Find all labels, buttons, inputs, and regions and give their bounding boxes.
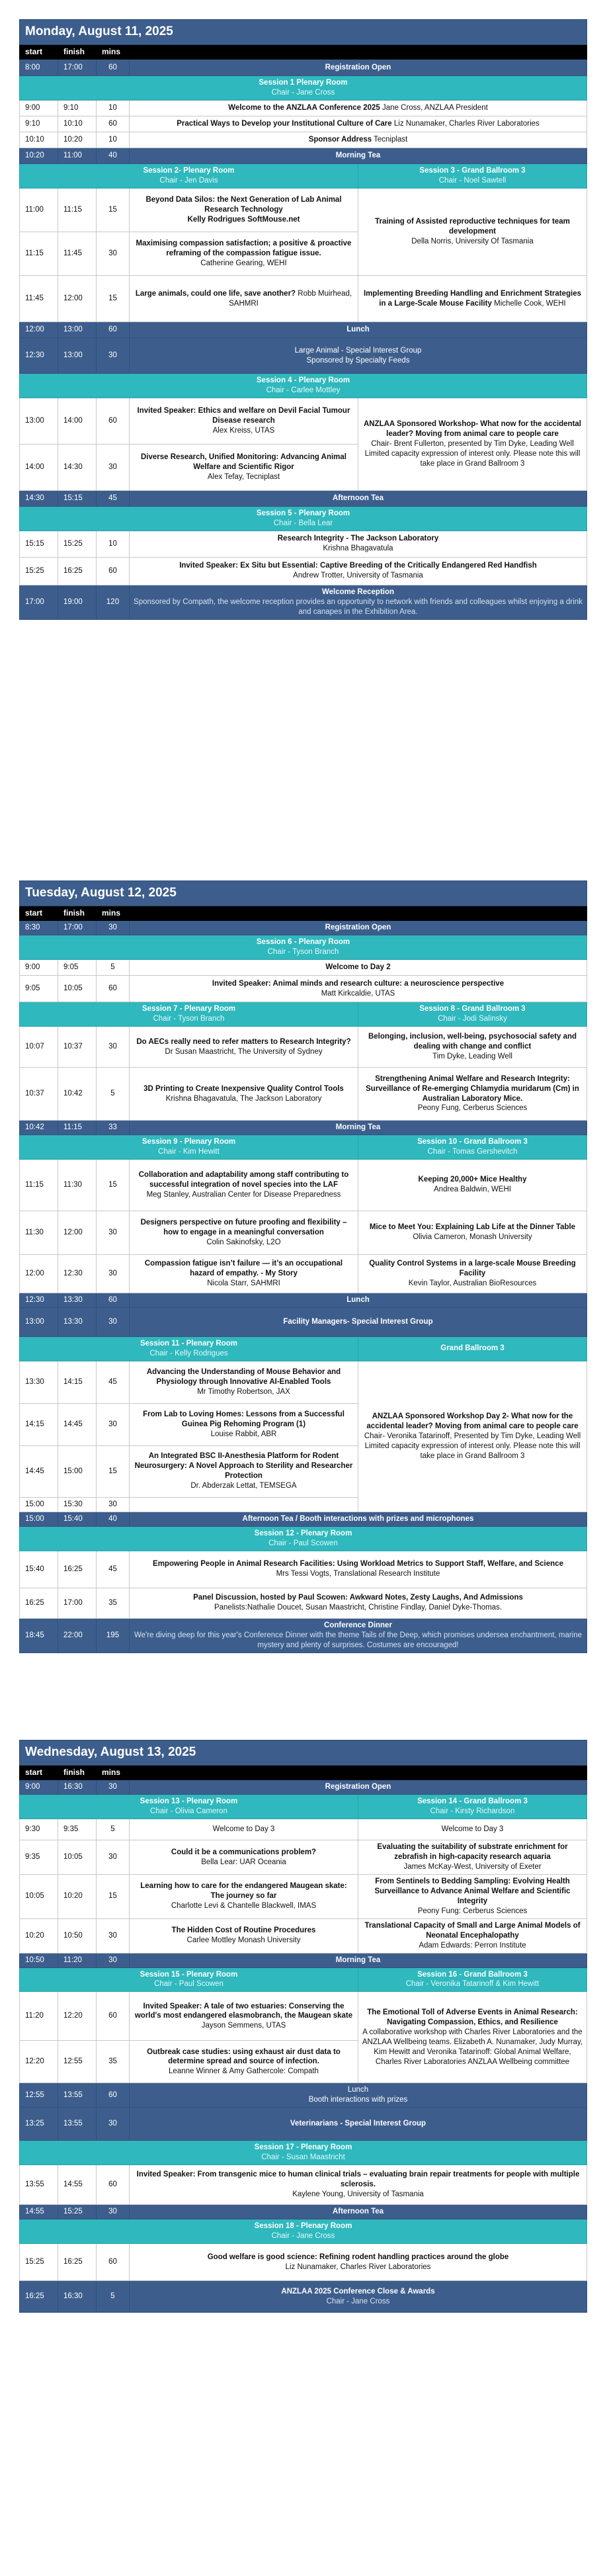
schedule-row: 10:37 10:42 5 3D Printing to Create Inexpensive Quality Control Tools Krishna Bhagavatula, The Jackson Laboratory Strengthening Animal Welfare and Research Integrity: Surveillance of Re-emerging Chlamydia muridarum (Cm) in Australian Laboratory Mice. Peony Fung, Cerberus Sciences (20, 1068, 587, 1121)
day-wednesday (19, 1740, 587, 2313)
talk-title: Evaluating the suitability of substrate enrichment for zebrafish in high-capacity research aquaria (377, 1843, 568, 1862)
talk-title: An Integrated BSC II-Anesthesia Platform for Rodent Neurosurgery: A Novel Approach to Sterility and Researcher Protection (134, 1452, 353, 1481)
talk-speaker: Mr Timothy Robertson, JAX (197, 1387, 290, 1396)
session-chair: Chair - Kim Hewitt (158, 1147, 220, 1156)
session-chair: Chair - Kelly Rodrigues (149, 1349, 228, 1357)
col-mins: mins (97, 906, 130, 921)
session-chair: Chair - Paul Scowen (154, 1980, 223, 1989)
event-title: ANZLAA 2025 Conference Close & Awards (281, 2287, 435, 2296)
break-title: Registration Open (130, 921, 587, 935)
schedule-row-event: 18:45 22:00 195 Conference Dinner We're diving deep for this year's Conference Dinner with the theme Tails of the Deep, which promises undersea enchantment, marine mystery and plenty of surprises. Costumes are encouraged! (20, 1618, 587, 1653)
talk-title: Learning how to care for the endangered Maugean skate: The journey so far (140, 1882, 347, 1901)
talk-speaker: Liz Nunamaker, Charles River Laboratories (285, 2262, 431, 2271)
talk-speaker: Charlotte Levi & Chantelle Blackwell, IMAS (171, 1902, 317, 1911)
break-detail: Booth interactions with prizes (308, 2096, 408, 2104)
schedule-row: 16:25 17:00 35 Panel Discussion, hosted by Paul Scowen: Awkward Notes, Zesty Laughs, And Admissions Panelists:Nathalie Doucet, Susan Maastricht, Christine Findlay, Daniel Dyke-Thomas. (20, 1588, 587, 1618)
talk-title: Training of Assisted reproductive techniques for team development (375, 218, 570, 236)
break-title: Morning Tea (130, 148, 587, 164)
day-title: Monday, August 11, 2025 (20, 20, 587, 45)
sig-title: Veterinarians - Special Interest Group (130, 2108, 587, 2141)
workshop-detail: Chair- Brent Fullerton, presented by Tim Dyke, Leading Well Limited capacity expression of interest only. Please note this will take place in Grand Ballroom 3 (364, 439, 581, 468)
column-header-row (20, 1765, 587, 1780)
schedule-row-break: 8:00 17:00 60 Registration Open (20, 60, 587, 76)
schedule-row-event: 16:25 16:30 5 ANZLAA 2025 Conference Close & Awards Chair - Jane Cross (20, 2281, 587, 2313)
session-title: Session 2- Plenary Room (143, 167, 235, 175)
workshop-detail: A collaborative workshop with Charles River Laboratories and the ANZLAA Wellbeing teams. Elizabeth A. Nunamaker, Judy Murray, Kim Hewitt and Veronika Tatarinoff: Global Animal Welfare, Charles River Laboratories ANZLAA Wellbeing committee (362, 2028, 583, 2066)
talk-title: Welcome to the ANZLAA Conference 2025 (228, 104, 380, 112)
schedule-row: 10:05 10:20 15 Learning how to care for the endangered Maugean skate: The journey so far Charlotte Levi & Chantelle Blackwell, IMAS From Sentinels to Bedding Sampling: Evolving Health Surveillance to Advance Animal Welfare and Scientific Integrity Peony Fung: Cerberus Sciences (20, 1874, 587, 1918)
schedule-row: 14:15 14:45 30 From Lab to Loving Homes: Lessons from a Successful Guinea Pig Rehoming Program (1) Louise Rabbit, ABR (20, 1403, 587, 1445)
break-title: Lunch (130, 322, 587, 338)
break-title: Registration Open (130, 60, 587, 76)
day-title: Tuesday, August 12, 2025 (20, 881, 587, 906)
break-title: Lunch (130, 1293, 587, 1307)
schedule-row-sig: 12:30 13:00 30 Large Animal - Special Interest Group Sponsored by Specialty Feeds (20, 338, 587, 374)
schedule-row: 9:00 9:05 5 Welcome to Day 2 (20, 960, 587, 976)
schedule-table-monday (19, 19, 587, 620)
schedule-row: 10:20 10:50 30 The Hidden Cost of Routine Procedures Carlee Mottley Monash University Translational Capacity of Small and Large Animal Models of Neonatal Encephalopathy Adam Edwards: Perron Institute (20, 1918, 587, 1953)
schedule-row: 12:20 12:55 35 Outbreak case studies: using exhaust air dust data to determine spread and source of infection. Leanne Winner & Amy Gathercole: Compath (20, 2041, 587, 2083)
schedule-row-event: 17:00 19:00 120 Welcome Reception Sponsored by Compath, the welcome reception provides an opportunity to network with friends and colleagues whilst enjoying a drink and canapes in the Exhibition Area. (20, 585, 587, 619)
talk-speaker: Tim Dyke, Leading Well (432, 1052, 512, 1060)
talk-speaker: Peony Fung, Cerberus Sciences (417, 1104, 528, 1113)
day-title: Wednesday, August 13, 2025 (20, 1740, 587, 1766)
col-start: start (20, 906, 58, 921)
talk-title: Invited Speaker: Ethics and welfare on Devil Facial Tumour Disease research (137, 407, 350, 425)
session-title: Session 17 - Plenary Room (254, 2143, 352, 2152)
talk-title: Compassion fatigue isn’t failure — it’s an occupational hazard of empathy. - My Story (144, 1260, 343, 1277)
workshop-title: ANZLAA Sponsored Workshop Day 2- What now for the accidental leader? Moving from animal care to people care (366, 1412, 579, 1430)
talk-title: Beyond Data Silos: the Next Generation of Lab Animal Research Technology (145, 196, 342, 214)
session-title: Session 7 - Plenary Room (142, 1005, 236, 1013)
break-title: Morning Tea (130, 1953, 587, 1967)
schedule-row-break: 9:00 16:30 30 Registration Open (20, 1780, 587, 1795)
session-header-split (20, 1795, 587, 1819)
schedule-row: 9:10 10:10 60 Practical Ways to Develop your Institutional Culture of Care Liz Nunamaker, Charles River Laboratories (20, 116, 587, 132)
session-chair: Chair - Paul Scowen (268, 1539, 338, 1547)
talk-speaker: Bella Lear: UAR Oceania (201, 1858, 286, 1866)
session-header (20, 76, 587, 101)
talk-speaker: Dr Susan Maastricht, The University of Sydney (165, 1047, 323, 1056)
talk-speaker: Matt Kirkcaldie, UTAS (321, 989, 395, 998)
schedule-row: 11:00 11:15 15 Beyond Data Silos: the Next Generation of Lab Animal Research Technology Kelly Rodrigues SoftMouse.net Training of Assisted reproductive techniques for team development Della Norris, University Of Tasmania (20, 189, 587, 232)
schedule-row: 13:00 14:00 60 Invited Speaker: Ethics and welfare on Devil Facial Tumour Disease research Alex Kreiss, UTAS ANZLAA Sponsored Workshop- What now for the accidental leader? Moving from animal care to people care Chair- Brent Fullerton, presented by Tim Dyke, Leading Well Limited capacity expression of interest only. Please note this will take place in Grand Ballroom 3 (20, 398, 587, 444)
talk-speaker: Della Norris, University Of Tasmania (411, 237, 534, 245)
schedule-row-break: 14:30 15:15 45 Afternoon Tea (20, 490, 587, 506)
session-chair: Chair - Noel Sawtell (438, 177, 506, 185)
session-title: Session 18 - Plenary Room (254, 2222, 352, 2231)
session-header-split (20, 1135, 587, 1160)
talk-title: Panel Discussion, hosted by Paul Scowen: Awkward Notes, Zesty Laughs, And Admissions (193, 1594, 523, 1602)
col-finish: finish (58, 906, 97, 921)
talk-speaker: Colin Sakinofsky, L2O (206, 1238, 281, 1246)
talk-title: Large animals, could one life, save another? (135, 289, 296, 298)
schedule-row: 15:40 16:25 45 Empowering People in Animal Research Facilities: Using Workload Metrics to Support Staff, Welfare, and Science Mrs Tessi Vogts, Translational Research Institute (20, 1551, 587, 1588)
day-monday (19, 19, 587, 620)
talk-speaker: James McKay-West, University of Exeter (403, 1863, 542, 1871)
talk-speaker: Tecniplast (374, 136, 408, 144)
session-header (20, 506, 587, 531)
session-title: Session 14 - Grand Ballroom 3 (417, 1797, 528, 1806)
session-title: Session 8 - Grand Ballroom 3 (419, 1005, 526, 1013)
talk-speaker: Jane Cross, ANZLAA President (382, 104, 488, 112)
event-detail: Chair - Jane Cross (326, 2297, 390, 2305)
schedule-row-sig: 13:25 13:55 30 Veterinarians - Special Interest Group (20, 2108, 587, 2141)
workshop-title: ANZLAA Sponsored Workshop- What now for the accidental leader? Moving from animal care to people care (363, 420, 582, 438)
schedule-row-break: 10:42 11:15 33 Morning Tea (20, 1121, 587, 1135)
talk-title: Invited Speaker: From transgenic mice to human clinical trials – evaluating brain repair treatments for people with multiple sclerosis. (136, 2170, 580, 2189)
session-title: Session 9 - Plenary Room (142, 1138, 236, 1146)
session-title: Session 11 - Plenary Room (140, 1339, 237, 1348)
col-start: start (20, 1765, 58, 1780)
session-header-split (20, 1967, 587, 1992)
session-header (20, 935, 587, 960)
talk-speaker: Kelly Rodrigues SoftMouse.net (187, 216, 300, 224)
talk-title: The Hidden Cost of Routine Procedures (171, 1926, 316, 1935)
session-title: Session 13 - Plenary Room (140, 1797, 238, 1806)
col-mins: mins (97, 1765, 130, 1780)
schedule-row: 14:45 15:00 15 An Integrated BSC II-Anesthesia Platform for Rodent Neurosurgery: A Novel Approach to Sterility and Researcher Protection Dr. Abderzak Lettat, TEMSEGA (20, 1445, 587, 1497)
session-chair: Chair - Olivia Cameron (150, 1807, 227, 1816)
schedule-row: 11:20 12:20 60 Invited Speaker: A tale of two estuaries: Conserving the world's most endangered elasmobranch, the Maugean skate Jayson Semmens, UTAS The Emotional Toll of Adverse Events in Animal Research: Navigating Compassion, Ethics, and Resilience A collaborative workshop with Charles River Laboratories and the ANZLAA Wellbeing teams. Elizabeth A. Nunamaker, Judy Murray, Kim Hewitt and Veronika Tatarinoff: Global Animal Welfare, Charles River Laboratories ANZLAA Wellbeing committee (20, 1992, 587, 2041)
event-title: Conference Dinner (324, 1621, 392, 1629)
schedule-row: 10:07 10:37 30 Do AECs really need to refer matters to Research Integrity? Dr Susan Maastricht, The University of Sydney Belonging, inclusion, well-being, psychosocial safety and dealing with change and conflict Tim Dyke, Leading Well (20, 1027, 587, 1068)
talk-speaker: Olivia Cameron, Monash University (413, 1233, 532, 1242)
talk-speaker: Adam Edwards: Perron Institute (419, 1941, 526, 1950)
talk-speaker: Panelists:Nathalie Doucet, Susan Maastricht, Christine Findlay, Daniel Dyke-Thomas. (214, 1604, 503, 1612)
session-title: Grand Ballroom 3 (440, 1344, 505, 1353)
talk-speaker: Carlee Mottley Monash University (186, 1936, 301, 1945)
talk-speaker: Alex Kreiss, UTAS (212, 426, 275, 435)
talk-title: Empowering People in Animal Research Facilities: Using Workload Metrics to Support Staff, Welfare, and Science (153, 1560, 563, 1568)
session-header (20, 1526, 587, 1551)
talk-speaker: Dr. Abderzak Lettat, TEMSEGA (190, 1482, 297, 1490)
talk-title: Keeping 20,000+ Mice Healthy (418, 1176, 527, 1184)
session-header-split (20, 1002, 587, 1027)
schedule-row: 14:00 14:30 30 Diverse Research, Unified Monitoring: Advancing Animal Welfare and Scientific Rigor Alex Tefay, Tecniplast (20, 444, 587, 490)
session-chair: Chair - Bella Lear (273, 519, 333, 527)
session-title: Session 1 Plenary Room (259, 79, 348, 87)
talk-title: Diverse Research, Unified Monitoring: Advancing Animal Welfare and Scientific Rigor (141, 453, 346, 471)
talk-speaker: Jayson Semmens, UTAS (201, 2022, 286, 2030)
schedule-row: 10:10 10:20 10 Sponsor Address Tecniplast (20, 132, 587, 148)
session-title: Session 6 - Plenary Room (256, 938, 350, 947)
col-start: start (20, 44, 58, 60)
schedule-row: 11:15 11:45 30 Maximising compassion satisfaction; a positive & proactive reframing of the compassion fatigue issue. Catherine Gearing, WEHI (20, 232, 587, 276)
talk-title: 3D Printing to Create Inexpensive Quality Control Tools (143, 1084, 344, 1093)
talk-speaker: Andrew Trotter, University of Tasmania (293, 572, 423, 580)
break-title: Afternoon Tea (130, 2205, 587, 2219)
talk-title: Implementing Breeding Handling and Enrichment Strategies in a Large-Scale Mouse Facility (363, 289, 582, 308)
talk-speaker: Michelle Cook, WEHI (494, 299, 566, 308)
schedule-row-break: 10:50 11:20 30 Morning Tea (20, 1953, 587, 1967)
schedule-row-break: 14:55 15:25 30 Afternoon Tea (20, 2205, 587, 2219)
talk-title: Quality Control Systems in a large-scale Mouse Breeding Facility (369, 1260, 576, 1277)
talk-speaker: Robb Muirhead, SAHMRI (229, 289, 352, 308)
talk-speaker: Nicola Starr, SAHMRI (207, 1279, 280, 1287)
schedule-row-break: 10:20 11:00 40 Morning Tea (20, 148, 587, 164)
talk-title: Invited Speaker: Animal minds and research culture: a neuroscience perspective (212, 979, 505, 988)
talk-speaker: Mrs Tessi Vogts, Translational Research Institute (276, 1570, 440, 1578)
schedule-row: 15:00 15:30 30 (20, 1497, 587, 1512)
workshop-detail: Chair- Veronika Tatarinoff, Presented by Tim Dyke, Leading Well Limited capacity expression of interest only. Please note this will take place in Grand Ballroom 3 (364, 1432, 581, 1460)
talk-speaker: Leanne Winner & Amy Gathercole: Compath (169, 2067, 319, 2076)
talk-speaker: Catherine Gearing, WEHI (200, 259, 287, 267)
schedule-row-break: 8:30 17:00 30 Registration Open (20, 921, 587, 935)
schedule-row-sig: 13:00 13:30 30 Facility Managers- Special Interest Group (20, 1307, 587, 1336)
talk-title: Good welfare is good science: Refining rodent handling practices around the globe (207, 2253, 509, 2261)
talk-speaker: Krishna Bhagavatula (323, 544, 393, 553)
col-finish: finish (58, 1765, 97, 1780)
talk-title: From Lab to Loving Homes: Lessons from a Successful Guinea Pig Rehoming Program (1) (143, 1410, 344, 1428)
talk-title: Research Integrity - The Jackson Laboratory (277, 535, 439, 543)
session-header-split (20, 164, 587, 189)
talk-title: Maximising compassion satisfaction; a positive & proactive reframing of the compassion fatigue issue. (136, 239, 352, 258)
session-title: Session 5 - Plenary Room (256, 509, 350, 517)
schedule-table-wednesday (19, 1740, 587, 2313)
schedule-row: 13:30 14:15 45 Advancing the Understanding of Mouse Behavior and Physiology through Innovative AI-Enabled Tools Mr Timothy Robertson, JAX ANZLAA Sponsored Workshop Day 2- What now for the accidental leader? Moving from animal care to people care Chair- Veronika Tatarinoff, Presented by Tim Dyke, Leading Well Limited capacity expression of interest only. Please note this will take place in Grand Ballroom 3 (20, 1361, 587, 1403)
talk-speaker: Peony Fung: Cerberus Sciences (417, 1907, 528, 1915)
sig-sponsor: Sponsored by Specialty Feeds (306, 356, 410, 365)
talk-speaker: Liz Nunamaker, Charles River Laboratories (393, 120, 540, 128)
session-chair: Chair - Jen Davis (159, 177, 218, 185)
session-title: Session 12 - Plenary Room (254, 1529, 352, 1537)
break-title: Afternoon Tea (130, 490, 587, 506)
talk-title: Welcome to Day 3 (358, 1819, 587, 1840)
talk-title: Sponsor Address (308, 136, 372, 144)
session-title: Session 16 - Grand Ballroom 3 (417, 1970, 528, 1979)
session-chair: Chair - Jodi Salinsky (438, 1015, 507, 1023)
session-chair: Chair - Carlee Mottley (266, 386, 341, 394)
session-chair: Chair - Kirsty Richardson (430, 1807, 515, 1816)
schedule-row: 15:25 16:25 60 Invited Speaker: Ex Situ but Essential: Captive Breeding of the Critically Endangered Red Handfish Andrew Trotter, University of Tasmania (20, 557, 587, 585)
talk-speaker: Kaylene Young, University of Tasmania (292, 2190, 424, 2199)
talk-speaker: Louise Rabbit, ABR (210, 1430, 277, 1438)
session-header (20, 2219, 587, 2244)
session-header-split (20, 1336, 587, 1361)
session-chair: Chair - Jane Cross (271, 89, 335, 97)
schedule-row: 11:30 12:00 30 Designers perspective on future proofing and flexibility – how to engage in a meaningful conversation Colin Sakinofsky, L2O Mice to Meet You: Explaining Lab Life at the Dinner Table Olivia Cameron, Monash University (20, 1211, 587, 1254)
session-chair: Chair - Veronika Tatarinoff & Kim Hewitt (405, 1980, 540, 1989)
talk-title: Practical Ways to Develop your Institutional Culture of Care (177, 120, 392, 128)
schedule-row-break: 12:55 13:55 60 Lunch Booth interactions with prizes (20, 2083, 587, 2108)
talk-title: Translational Capacity of Small and Large Animal Models of Neonatal Encephalopathy (364, 1921, 581, 1940)
col-mins: mins (97, 44, 130, 60)
talk-title: Mice to Meet You: Explaining Lab Life at the Dinner Table (369, 1223, 576, 1232)
event-detail: We're diving deep for this year's Conference Dinner with the theme Tails of the Deep, which promises undersea enchantment, marine mystery and plenty of surprises. Costumes are encouraged! (134, 1631, 583, 1649)
talk-title: From Sentinels to Bedding Sampling: Evolving Health Surveillance to Advance Animal Welfare and Scientific Integrity (374, 1877, 571, 1905)
session-title: Session 15 - Plenary Room (140, 1970, 238, 1979)
talk-speaker: Meg Stanley, Australian Center for Disease Preparedness (146, 1190, 341, 1199)
schedule-row: 11:45 12:00 15 Large animals, could one life, save another? Robb Muirhead, SAHMRI Implementing Breeding Handling and Enrichment Strategies in a Large-Scale Mouse Facility Michelle Cook, WEHI (20, 276, 587, 322)
session-title: Session 4 - Plenary Room (256, 376, 350, 385)
schedule-row-break: 12:30 13:30 60 Lunch (20, 1293, 587, 1307)
session-chair: Chair - Tomas Gershevitch (427, 1147, 518, 1156)
session-title: Session 10 - Grand Ballroom 3 (417, 1138, 528, 1146)
talk-speaker: Krishna Bhagavatula, The Jackson Laboratory (165, 1094, 322, 1103)
schedule-row: 15:25 16:25 60 Good welfare is good science: Refining rodent handling practices around the globe Liz Nunamaker, Charles River Laboratories (20, 2244, 587, 2281)
schedule-row-break: 15:00 15:40 40 Afternoon Tea / Booth interactions with prizes and microphones (20, 1512, 587, 1526)
col-finish: finish (58, 44, 97, 60)
session-header (20, 2141, 587, 2165)
session-chair: Chair - Tyson Branch (267, 948, 339, 957)
schedule-row: 13:55 14:55 60 Invited Speaker: From transgenic mice to human clinical trials – evaluating brain repair treatments for people with multiple sclerosis. Kaylene Young, University of Tasmania (20, 2165, 587, 2205)
talk-title: Invited Speaker: Ex Situ but Essential: Captive Breeding of the Critically Endangered Red Handfish (179, 562, 537, 570)
schedule-row: 9:05 10:05 60 Invited Speaker: Animal minds and research culture: a neuroscience perspective Matt Kirkcaldie, UTAS (20, 976, 587, 1002)
session-chair: Chair - Susan Maastricht (261, 2153, 345, 2162)
schedule-row: 15:15 15:25 10 Research Integrity - The Jackson Laboratory Krishna Bhagavatula (20, 531, 587, 557)
schedule-row: 11:15 11:30 15 Collaboration and adaptability among staff contributing to successful integration of novel species into the LAF Meg Stanley, Australian Center for Disease Preparedness Keeping 20,000+ Mice Healthy Andrea Baldwin, WEHI (20, 1159, 587, 1211)
schedule-row: 9:00 9:10 10 Welcome to the ANZLAA Conference 2025 Jane Cross, ANZLAA President (20, 101, 587, 116)
talk-title: Welcome to Day 2 (130, 960, 587, 976)
schedule-row: 9:30 9:35 5 Welcome to Day 3 Welcome to Day 3 (20, 1819, 587, 1840)
talk-speaker: Kevin Taylor, Australian BioResources (408, 1279, 537, 1287)
talk-title: Invited Speaker: A tale of two estuaries: Conserving the world's most endangered elasmobranch, the Maugean skate (134, 2002, 353, 2020)
break-title: Lunch (347, 2086, 369, 2094)
talk-title: Outbreak case studies: using exhaust air dust data to determine spread and source of infection. (147, 2047, 341, 2066)
talk-title: Welcome to Day 3 (130, 1819, 358, 1840)
break-title: Afternoon Tea / Booth interactions with prizes and microphones (130, 1512, 587, 1526)
talk-speaker: Alex Tefay, Tecniplast (207, 472, 280, 481)
sig-title: Facility Managers- Special Interest Group (130, 1307, 587, 1336)
talk-title: Do AECs really need to refer matters to Research Integrity? (136, 1037, 351, 1046)
event-title: Welcome Reception (321, 587, 395, 596)
column-header-row (20, 44, 587, 60)
talk-speaker: Andrea Baldwin, WEHI (434, 1185, 511, 1194)
talk-title: Collaboration and adaptability among staff contributing to successful integration of novel species into the LAF (138, 1171, 349, 1189)
schedule-table-tuesday (19, 880, 587, 1653)
event-detail: Sponsored by Compath, the welcome reception provides an opportunity to network with friends and colleagues whilst enjoying a drink and canapes in the Exhibition Area. (134, 597, 583, 616)
session-title: Session 3 - Grand Ballroom 3 (419, 167, 526, 175)
talk-title: Strengthening Animal Welfare and Research Integrity: Surveillance of Re-emerging Chlamydia muridarum (Cm) in Australian Laboratory Mice. (366, 1074, 579, 1103)
column-header-row (20, 906, 587, 921)
session-chair: Chair - Tyson Branch (153, 1015, 225, 1023)
talk-title: Designers perspective on future proofing and flexibility – how to engage in a meaningful conversation (140, 1219, 347, 1236)
schedule-row: 9:35 10:05 30 Could it be a communications problem? Bella Lear: UAR Oceania Evaluating the suitability of substrate enrichment for zebrafish in high-capacity research aquaria James McKay-West, University of Exeter (20, 1840, 587, 1875)
session-chair: Chair - Jane Cross (271, 2232, 335, 2241)
sig-title: Large Animal - Special Interest Group (294, 346, 422, 355)
day-tuesday (19, 880, 587, 1653)
break-title: Morning Tea (130, 1121, 587, 1135)
workshop-title: The Emotional Toll of Adverse Events in Animal Research: Navigating Compassion, Ethics, and Resilience (367, 2008, 578, 2027)
talk-title: Could it be a communications problem? (171, 1848, 317, 1856)
schedule-row-break: 12:00 13:00 60 Lunch (20, 322, 587, 338)
schedule-row: 12:00 12:30 30 Compassion fatigue isn’t failure — it’s an occupational hazard of empathy. - My Story Nicola Starr, SAHMRI Quality Control Systems in a large-scale Mouse Breeding Facility Kevin Taylor, Australian BioResources (20, 1254, 587, 1293)
break-title: Registration Open (130, 1780, 587, 1795)
session-header (20, 374, 587, 398)
talk-title: Belonging, inclusion, well-being, psychosocial safety and dealing with change and conflict (368, 1033, 577, 1051)
talk-title: Advancing the Understanding of Mouse Behavior and Physiology through Innovative AI-Enabled Tools (146, 1367, 341, 1386)
